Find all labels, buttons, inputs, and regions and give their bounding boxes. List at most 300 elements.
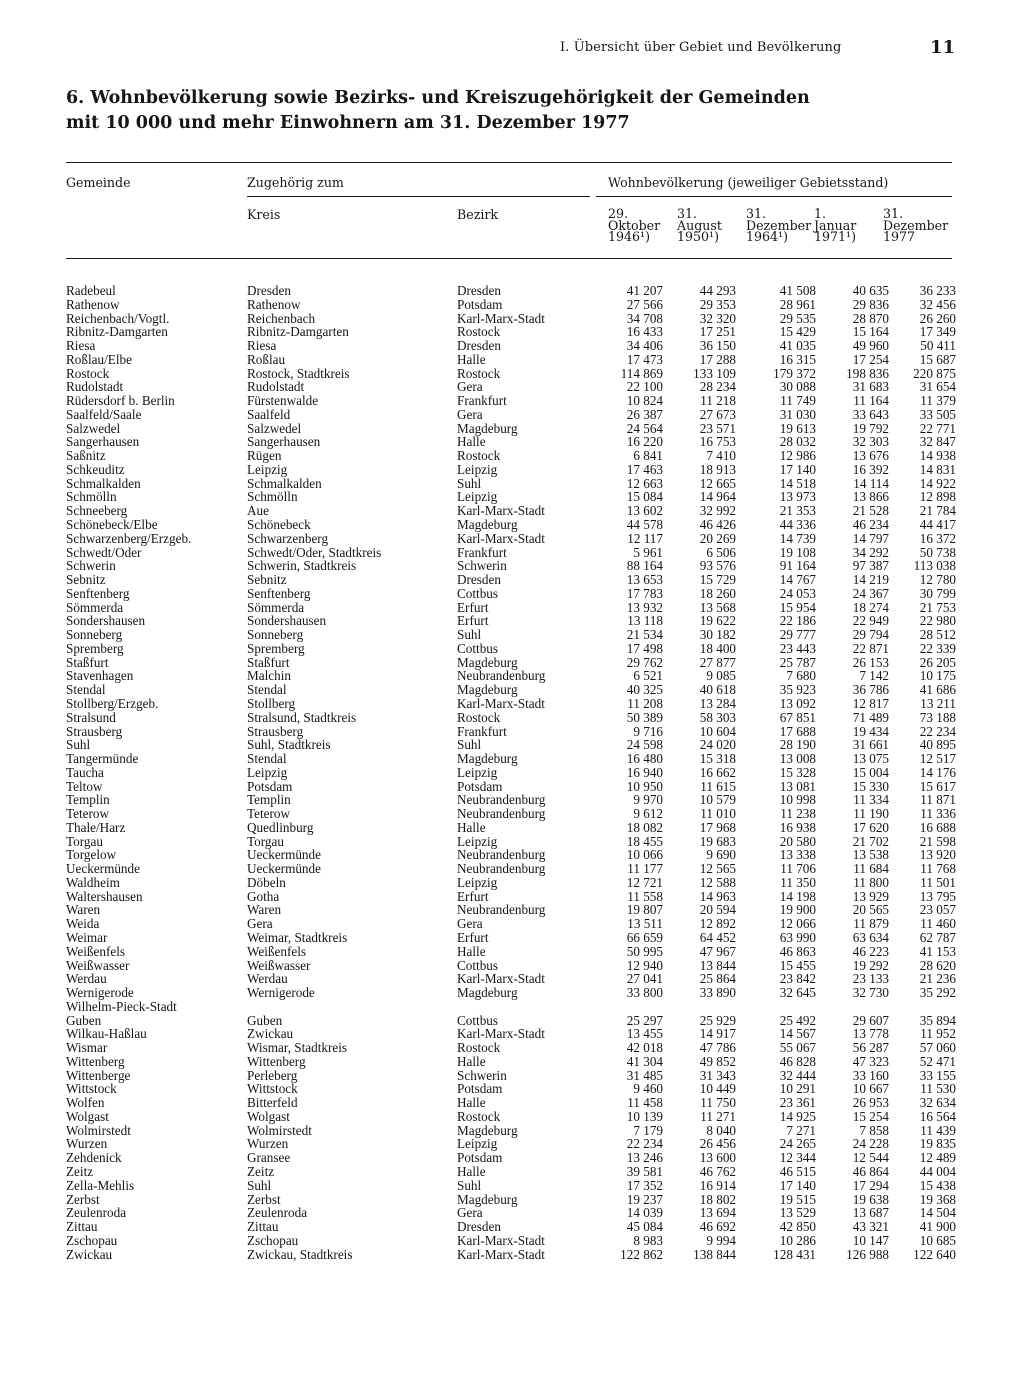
cell-1977: 14 176 (919, 764, 956, 780)
cell-1964: 15 328 (779, 764, 816, 780)
cell-1950: 24 020 (699, 737, 736, 753)
cell-kreis: Sangerhausen (247, 434, 321, 450)
cell-1964: 25 492 (779, 1012, 816, 1028)
table-row (0, 959, 1024, 973)
cell-1977: 44 004 (919, 1164, 956, 1179)
cell-1977: 16 564 (919, 1108, 956, 1124)
cell-1946: 13 118 (627, 613, 663, 629)
cell-1977: 41 900 (919, 1219, 956, 1235)
cell-1964: 13 973 (779, 489, 816, 505)
cell-1946: 29 762 (626, 654, 663, 670)
cell-bezirk: Halle (457, 1095, 486, 1111)
cell-gemeinde: Wittenberge (66, 1067, 131, 1083)
cell-kreis: Sebnitz (247, 572, 287, 588)
cell-kreis: Stendal (247, 682, 287, 698)
cell-gemeinde: Zwickau (66, 1246, 113, 1262)
table-row (0, 986, 1024, 1000)
cell-bezirk: Potsdam (457, 778, 503, 794)
cell-1977: 35 292 (919, 985, 956, 1001)
cell-gemeinde: Rathenow (66, 296, 120, 312)
table-row (0, 697, 1024, 711)
cell-gemeinde: Waldheim (66, 874, 120, 890)
table-row (0, 711, 1024, 725)
cell-1971: 13 778 (852, 1026, 889, 1042)
table-row (0, 435, 1024, 449)
cell-1946: 17 352 (626, 1177, 663, 1193)
cell-kreis: Ueckermünde (247, 861, 321, 877)
cell-1977: 28 512 (919, 627, 956, 643)
cell-bezirk: Dresden (457, 283, 501, 298)
cell-bezirk: Erfurt (457, 929, 489, 945)
cell-1946: 11 208 (627, 695, 663, 711)
cell-1950: 12 892 (699, 916, 736, 932)
cell-1950: 8 040 (706, 1122, 736, 1138)
cell-1946: 31 485 (626, 1067, 663, 1083)
cell-1971: 40 635 (852, 283, 889, 298)
cell-1971: 21 528 (852, 503, 889, 519)
cell-gemeinde: Weida (66, 916, 100, 932)
cell-gemeinde: Weimar (66, 929, 108, 945)
cell-kreis: Perleberg (247, 1067, 298, 1083)
col-header-1946: 29. Oktober 1946¹) (608, 206, 661, 244)
cell-1971: 15 254 (852, 1108, 889, 1124)
cell-1977: 21 753 (919, 599, 956, 615)
cell-1971: 13 676 (852, 448, 889, 464)
cell-gemeinde: Zehdenick (66, 1150, 122, 1166)
table-row (0, 1206, 1024, 1220)
table-row (0, 1096, 1024, 1110)
cell-1964: 13 092 (779, 695, 816, 711)
cell-kreis: Zwickau (247, 1026, 294, 1042)
cell-1946: 12 721 (626, 874, 663, 890)
cell-1950: 11 218 (700, 393, 736, 409)
cell-1964: 32 645 (779, 985, 816, 1001)
cell-1964: 41 508 (779, 283, 816, 298)
cell-bezirk: Gera (457, 379, 483, 395)
cell-bezirk: Erfurt (457, 599, 489, 615)
cell-kreis: Zschopau (247, 1232, 299, 1248)
cell-1946: 5 961 (633, 544, 663, 560)
cell-kreis: Zwickau, Stadtkreis (247, 1246, 353, 1262)
cell-1977: 22 234 (919, 723, 956, 739)
cell-kreis: Suhl, Stadtkreis (247, 737, 331, 753)
table-row (0, 835, 1024, 849)
cell-1946: 14 039 (626, 1205, 663, 1221)
cell-1950: 93 576 (699, 558, 736, 574)
cell-1971: 11 800 (853, 874, 889, 890)
cell-kreis: Rudolstadt (247, 379, 305, 395)
cell-1950: 44 293 (699, 283, 736, 298)
cell-kreis: Schmölln (247, 489, 298, 505)
cell-gemeinde: Templin (66, 792, 110, 808)
cell-1964: 23 443 (779, 640, 816, 656)
cell-kreis: Werdau (247, 971, 288, 987)
cell-gemeinde: Roßlau/Elbe (66, 351, 132, 367)
cell-kreis: Stendal (247, 751, 287, 767)
cell-1964: 44 336 (779, 517, 816, 533)
cell-bezirk: Neubrandenburg (457, 847, 546, 863)
cell-kreis: Suhl (247, 1177, 272, 1193)
cell-gemeinde: Schwerin (66, 558, 116, 574)
cell-1950: 13 284 (699, 695, 736, 711)
cell-1950: 25 929 (699, 1012, 736, 1028)
cell-gemeinde: Zeitz (66, 1164, 94, 1179)
cell-gemeinde: Wilkau-Haßlau (66, 1026, 147, 1042)
cell-1964: 15 455 (779, 957, 816, 973)
cell-1977: 35 894 (919, 1012, 956, 1028)
cell-1977: 50 738 (919, 544, 956, 560)
cell-1977: 21 236 (919, 971, 956, 987)
cell-1950: 18 400 (699, 640, 736, 656)
cell-bezirk: Karl-Marx-Stadt (457, 530, 545, 546)
cell-kreis: Quedlinburg (247, 819, 314, 835)
cell-1946: 122 862 (620, 1246, 663, 1262)
table-row (0, 738, 1024, 752)
cell-bezirk: Leipzig (457, 764, 498, 780)
cell-1950: 58 303 (699, 709, 736, 725)
cell-1977: 22 339 (919, 640, 956, 656)
cell-gemeinde: Stavenhagen (66, 668, 134, 684)
cell-1950: 6 506 (706, 544, 736, 560)
cell-1964: 14 739 (779, 530, 816, 546)
cell-1977: 11 530 (920, 1081, 956, 1097)
cell-gemeinde: Werdau (66, 971, 107, 987)
cell-1946: 10 950 (626, 778, 663, 794)
cell-bezirk: Karl-Marx-Stadt (457, 310, 545, 326)
cell-1977: 52 471 (919, 1053, 956, 1069)
cell-kreis: Wittenberg (247, 1053, 306, 1069)
cell-kreis: Wittstock (247, 1081, 298, 1097)
cell-1950: 12 565 (699, 861, 736, 877)
cell-kreis: Leipzig (247, 764, 288, 780)
cell-1964: 46 828 (779, 1053, 816, 1069)
table-row (0, 1220, 1024, 1234)
cell-1946: 22 234 (626, 1136, 663, 1152)
cell-1950: 10 604 (699, 723, 736, 739)
cell-gemeinde: Ueckermünde (66, 861, 140, 877)
cell-gemeinde: Stralsund (66, 709, 116, 725)
cell-gemeinde: Rüdersdorf b. Berlin (66, 393, 175, 409)
table-row (0, 394, 1024, 408)
cell-bezirk: Rostock (457, 365, 501, 381)
cell-1977: 13 211 (920, 695, 956, 711)
cell-gemeinde: Thale/Harz (66, 819, 126, 835)
table-row (0, 876, 1024, 890)
cell-1971: 63 634 (852, 929, 889, 945)
cell-1977: 12 517 (919, 751, 956, 767)
table-row (0, 669, 1024, 683)
cell-1977: 31 654 (919, 379, 956, 395)
cell-gemeinde: Zschopau (66, 1232, 118, 1248)
cell-kreis: Wernigerode (247, 985, 315, 1001)
page-title (66, 86, 810, 136)
cell-kreis: Guben (247, 1012, 283, 1028)
col-header-bezirk: Bezirk (457, 207, 499, 222)
cell-gemeinde: Teltow (66, 778, 103, 794)
cell-1946: 40 325 (626, 682, 663, 698)
cell-1971: 126 988 (846, 1246, 889, 1262)
cell-gemeinde: Sebnitz (66, 572, 106, 588)
cell-bezirk: Karl-Marx-Stadt (457, 1246, 545, 1262)
table-row (0, 1137, 1024, 1151)
cell-1971: 71 489 (852, 709, 889, 725)
table-row (0, 862, 1024, 876)
cell-1971: 19 792 (852, 420, 889, 436)
cell-kreis: Schwedt/Oder, Stadtkreis (247, 544, 382, 560)
cell-1971: 16 392 (852, 461, 889, 477)
cell-kreis: Dresden (247, 283, 291, 298)
cell-1950: 18 913 (699, 461, 736, 477)
cell-bezirk: Magdeburg (457, 682, 518, 698)
cell-1971: 23 133 (852, 971, 889, 987)
table-row (0, 353, 1024, 367)
cell-1964: 17 140 (779, 1177, 816, 1193)
cell-gemeinde: Stendal (66, 682, 106, 698)
cell-1977: 33 155 (919, 1067, 956, 1083)
cell-1964: 25 787 (779, 654, 816, 670)
cell-1971: 19 434 (852, 723, 889, 739)
cell-1946: 114 869 (620, 365, 663, 381)
cell-1950: 14 917 (699, 1026, 736, 1042)
cell-1950: 18 802 (699, 1191, 736, 1207)
page-number: 11 (930, 37, 956, 58)
cell-1950: 49 852 (699, 1053, 736, 1069)
cell-gemeinde: Schmalkalden (66, 475, 141, 491)
cell-bezirk: Suhl (457, 627, 482, 643)
cell-1971: 22 871 (852, 640, 889, 656)
table-row (0, 1124, 1024, 1138)
cell-1946: 41 304 (626, 1053, 663, 1069)
cell-1971: 26 953 (852, 1095, 889, 1111)
cell-kreis: Teterow (247, 806, 291, 822)
cell-1950: 11 615 (700, 778, 736, 794)
cell-1946: 18 455 (626, 833, 663, 849)
cell-bezirk: Cottbus (457, 957, 499, 973)
cell-1950: 18 260 (699, 585, 736, 601)
cell-bezirk: Gera (457, 1205, 483, 1221)
cell-kreis: Fürstenwalde (247, 393, 319, 409)
col-header-1950: 31. August 1950¹) (677, 206, 722, 244)
cell-1950: 17 968 (699, 819, 736, 835)
cell-1950: 27 673 (699, 406, 736, 422)
cell-kreis: Stralsund, Stadtkreis (247, 709, 357, 725)
cell-gemeinde: Wernigerode (66, 985, 134, 1001)
cell-1946: 17 463 (626, 461, 663, 477)
cell-1977: 22 771 (919, 420, 956, 436)
cell-gemeinde: Schwedt/Oder (66, 544, 142, 560)
table-row (0, 477, 1024, 491)
cell-1964: 35 923 (779, 682, 816, 698)
cell-bezirk: Halle (457, 819, 486, 835)
table-row (0, 587, 1024, 601)
cell-1946: 16 220 (626, 434, 663, 450)
cell-1946: 8 983 (633, 1232, 663, 1248)
cell-kreis: Senftenberg (247, 585, 311, 601)
cell-1964: 19 515 (779, 1191, 816, 1207)
cell-gemeinde: Teterow (66, 806, 110, 822)
cell-bezirk: Potsdam (457, 1150, 503, 1166)
cell-1946: 11 458 (627, 1095, 663, 1111)
cell-bezirk: Magdeburg (457, 985, 518, 1001)
cell-1977: 19 368 (919, 1191, 956, 1207)
cell-kreis: Sömmerda (247, 599, 305, 615)
table-row (0, 1151, 1024, 1165)
cell-1971: 14 219 (852, 572, 889, 588)
cell-1971: 17 620 (852, 819, 889, 835)
cell-kreis: Rügen (247, 448, 282, 464)
cell-1964: 13 081 (779, 778, 816, 794)
cell-bezirk: Rostock (457, 448, 501, 464)
cell-1977: 28 620 (919, 957, 956, 973)
cell-1964: 63 990 (779, 929, 816, 945)
cell-1977: 36 233 (919, 283, 956, 298)
cell-gemeinde: Tangermünde (66, 751, 139, 767)
col-header-gemeinde: Gemeinde (66, 175, 131, 190)
cell-kreis: Schwerin, Stadtkreis (247, 558, 357, 574)
cell-1964: 128 431 (773, 1246, 816, 1262)
cell-1946: 17 473 (626, 351, 663, 367)
cell-1950: 46 762 (699, 1164, 736, 1179)
cell-1950: 13 694 (699, 1205, 736, 1221)
cell-1946: 12 117 (627, 530, 663, 546)
cell-1946: 39 581 (626, 1164, 663, 1179)
table-row (0, 325, 1024, 339)
cell-1946: 10 139 (626, 1108, 663, 1124)
cell-1950: 9 994 (706, 1232, 736, 1248)
table-row (0, 1165, 1024, 1179)
cell-1946: 34 708 (626, 310, 663, 326)
table-row (0, 601, 1024, 615)
cell-bezirk: Leipzig (457, 461, 498, 477)
cell-1950: 7 410 (706, 448, 736, 464)
cell-1964: 24 053 (779, 585, 816, 601)
cell-1950: 31 343 (699, 1067, 736, 1083)
table-row (0, 312, 1024, 326)
cell-1964: 14 198 (779, 888, 816, 904)
table-row (0, 725, 1024, 739)
table-row (0, 972, 1024, 986)
table-row (0, 532, 1024, 546)
cell-1977: 33 505 (919, 406, 956, 422)
cell-1971: 18 274 (852, 599, 889, 615)
cell-1964: 30 088 (779, 379, 816, 395)
cell-gemeinde: Sonneberg (66, 627, 123, 643)
cell-1950: 10 449 (699, 1081, 736, 1097)
cell-1950: 15 729 (699, 572, 736, 588)
cell-1964: 17 140 (779, 461, 816, 477)
cell-1964: 42 850 (779, 1219, 816, 1235)
table-row (0, 504, 1024, 518)
table-row (0, 573, 1024, 587)
table-row (0, 780, 1024, 794)
cell-1977: 26 260 (919, 310, 956, 326)
cell-1964: 23 842 (779, 971, 816, 987)
cell-1977: 50 411 (920, 338, 956, 354)
cell-gemeinde: Wolmirstedt (66, 1122, 131, 1138)
cell-1977: 32 456 (919, 296, 956, 312)
cell-1950: 32 992 (699, 503, 736, 519)
cell-1964: 24 265 (779, 1136, 816, 1152)
table-body (0, 284, 1024, 1261)
cell-1971: 26 153 (852, 654, 889, 670)
cell-bezirk: Suhl (457, 737, 482, 753)
cell-1946: 42 018 (626, 1040, 663, 1056)
cell-1950: 26 456 (699, 1136, 736, 1152)
cell-1946: 16 433 (626, 324, 663, 340)
header-sub-rule-right (596, 196, 952, 197)
cell-1971: 14 797 (852, 530, 889, 546)
cell-1971: 24 367 (852, 585, 889, 601)
cell-1946: 19 807 (626, 902, 663, 918)
cell-1950: 133 109 (693, 365, 736, 381)
cell-1977: 113 038 (913, 558, 956, 574)
table-row (0, 367, 1024, 381)
cell-1971: 33 643 (852, 406, 889, 422)
cell-1946: 15 084 (626, 489, 663, 505)
cell-1971: 34 292 (852, 544, 889, 560)
cell-1971: 46 223 (852, 943, 889, 959)
cell-gemeinde: Schönebeck/Elbe (66, 517, 158, 533)
cell-1971: 13 687 (852, 1205, 889, 1221)
cell-1971: 13 929 (852, 888, 889, 904)
cell-gemeinde: Sömmerda (66, 599, 124, 615)
table-row (0, 1069, 1024, 1083)
cell-1977: 13 795 (919, 888, 956, 904)
cell-kreis: Spremberg (247, 640, 305, 656)
cell-1977: 11 336 (920, 806, 956, 822)
cell-1950: 46 692 (699, 1219, 736, 1235)
cell-1950: 23 571 (699, 420, 736, 436)
cell-kreis: Rostock, Stadtkreis (247, 365, 350, 381)
col-header-zugehoerig: Zugehörig zum (247, 175, 344, 190)
cell-kreis: Wolgast (247, 1108, 290, 1124)
cell-bezirk: Leipzig (457, 833, 498, 849)
cell-gemeinde: Wolfen (66, 1095, 105, 1111)
cell-gemeinde: Torgau (66, 833, 103, 849)
cell-1971: 17 294 (852, 1177, 889, 1193)
cell-1950: 47 786 (699, 1040, 736, 1056)
cell-bezirk: Neubrandenburg (457, 806, 546, 822)
cell-1946: 9 612 (633, 806, 663, 822)
cell-kreis: Ribnitz-Damgarten (247, 324, 349, 340)
cell-1946: 50 995 (626, 943, 663, 959)
cell-1964: 13 529 (779, 1205, 816, 1221)
cell-bezirk: Suhl (457, 475, 482, 491)
cell-1950: 10 579 (699, 792, 736, 808)
cell-1964: 28 961 (779, 296, 816, 312)
table-row (0, 683, 1024, 697)
cell-1964: 11 238 (780, 806, 816, 822)
cell-1950: 28 234 (699, 379, 736, 395)
cell-1971: 198 836 (846, 365, 889, 381)
cell-1977: 23 057 (919, 902, 956, 918)
cell-kreis: Waren (247, 902, 282, 918)
cell-kreis: Wurzen (247, 1136, 289, 1152)
cell-1946: 13 602 (626, 503, 663, 519)
cell-1950: 11 010 (700, 806, 736, 822)
cell-1950: 9 085 (706, 668, 736, 684)
cell-bezirk: Gera (457, 916, 483, 932)
page-title-line-1: 6. Wohnbevölkerung sowie Bezirks- und Kreiszugehörigkeit der Gemeinden (66, 88, 810, 108)
cell-1950: 13 600 (699, 1150, 736, 1166)
cell-1971: 31 661 (852, 737, 889, 753)
cell-bezirk: Rostock (457, 1108, 501, 1124)
cell-gemeinde: Schmölln (66, 489, 117, 505)
cell-1971: 24 228 (852, 1136, 889, 1152)
cell-bezirk: Dresden (457, 338, 501, 354)
table-row (0, 408, 1024, 422)
table-row (0, 422, 1024, 436)
